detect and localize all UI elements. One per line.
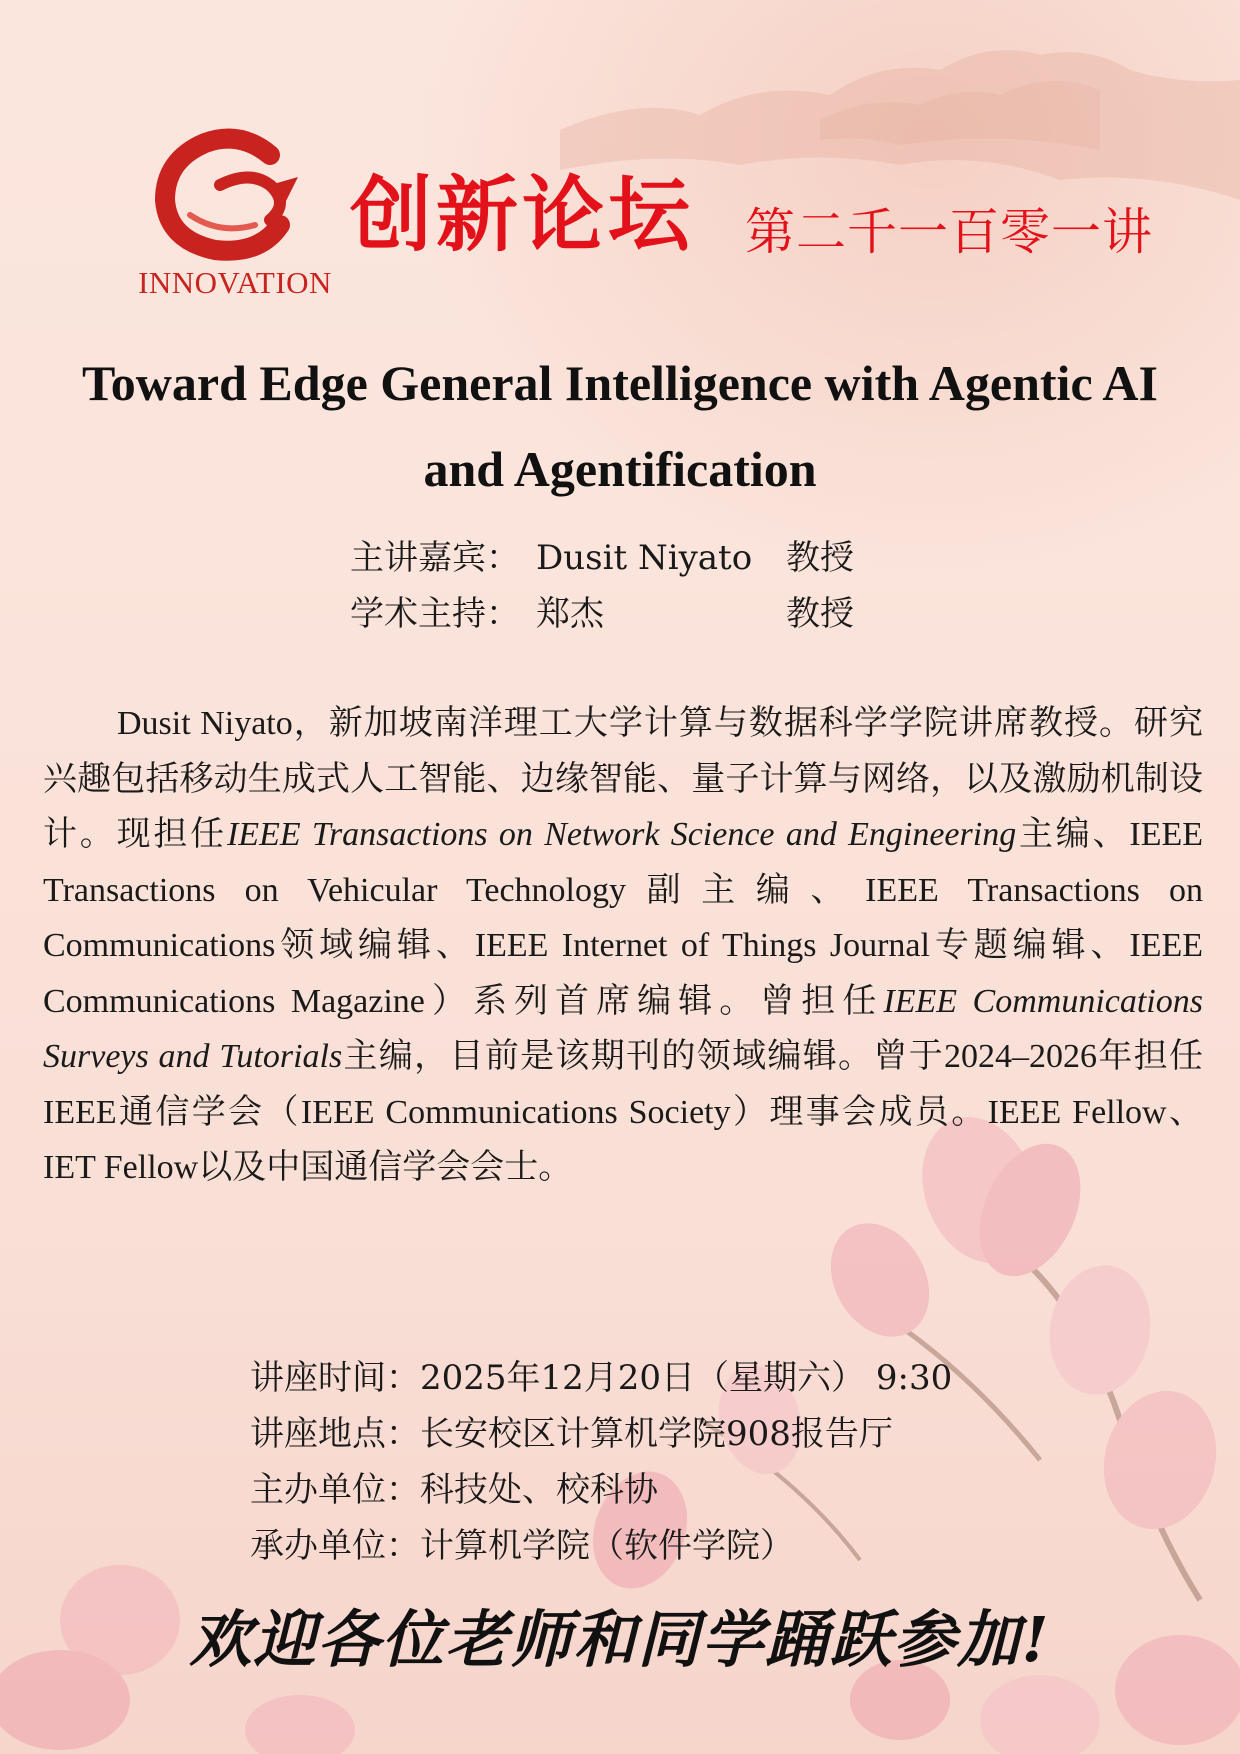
speaker-bio bbox=[43, 696, 1203, 1196]
time-label: 讲座时间： bbox=[250, 1358, 420, 1398]
speaker-label: 主讲嘉宾： bbox=[350, 538, 520, 578]
organizer-label: 主办单位： bbox=[250, 1470, 420, 1510]
host-unit-row bbox=[250, 1518, 952, 1574]
logo-text: INNOVATION bbox=[138, 265, 332, 300]
speaker-row bbox=[350, 530, 854, 586]
host-title: 教授 bbox=[786, 594, 854, 634]
host-unit-label: 承办单位： bbox=[250, 1526, 420, 1566]
organizer-row bbox=[250, 1462, 952, 1518]
talk-title: Toward Edge General Intelligence with Agentic AI and Agentification bbox=[82, 355, 1158, 497]
host-label: 学术主持： bbox=[350, 594, 520, 634]
place-row bbox=[250, 1406, 952, 1462]
event-details bbox=[250, 1350, 952, 1574]
bio-journal-2: IEEE Communications Surveys and Tutorials bbox=[43, 982, 1203, 1075]
speaker-name: Dusit Niyato bbox=[536, 538, 753, 578]
innovation-logo bbox=[120, 125, 350, 305]
organizer-value: 科技处、校科协 bbox=[420, 1470, 658, 1510]
innovation-swirl-logo-icon bbox=[120, 125, 350, 265]
host-name: 郑杰 bbox=[536, 594, 604, 634]
bio-text-2: 主编、IEEE Transactions on Vehicular Technology副主编、IEEE Transactions on Communications领域编辑、IEEE Internet of Things Journal专题编辑、IEEE Communications Magazine）系列首席编辑。曾担任 bbox=[43, 816, 1204, 1020]
forum-title: 创新论坛 bbox=[350, 168, 695, 263]
place-label: 讲座地点： bbox=[250, 1414, 420, 1454]
speaker-title: 教授 bbox=[786, 538, 854, 578]
bio-journal-1: IEEE Transactions on Network Science and Engineering bbox=[226, 816, 1017, 853]
lecture-number: 第二千一百零一讲 bbox=[745, 203, 1153, 261]
place-value: 长安校区计算机学院908报告厅 bbox=[420, 1414, 893, 1454]
time-value: 2025年12月20日（星期六） 9:30 bbox=[420, 1358, 953, 1398]
bio-text-3: 主编，目前是该期刊的领域编辑。曾于2024–2026年担任IEEE通信学会（IEEE Communications Society）理事会成员。IEEE Fellow、IET Fellow以及中国通信学会会士。 bbox=[43, 1038, 1203, 1186]
time-row bbox=[250, 1350, 952, 1406]
people-block bbox=[350, 530, 854, 642]
welcome-message: 欢迎各位老师和同学踊跃参加! bbox=[189, 1603, 1051, 1676]
bio-text-1: Dusit Niyato，新加坡南洋理工大学计算与数据科学学院讲席教授。研究兴趣包括移动生成式人工智能、边缘智能、量子计算与网络，以及激励机制设计。现担任 bbox=[43, 705, 1203, 853]
host-unit-value: 计算机学院（软件学院） bbox=[420, 1526, 794, 1566]
host-row bbox=[350, 586, 854, 642]
